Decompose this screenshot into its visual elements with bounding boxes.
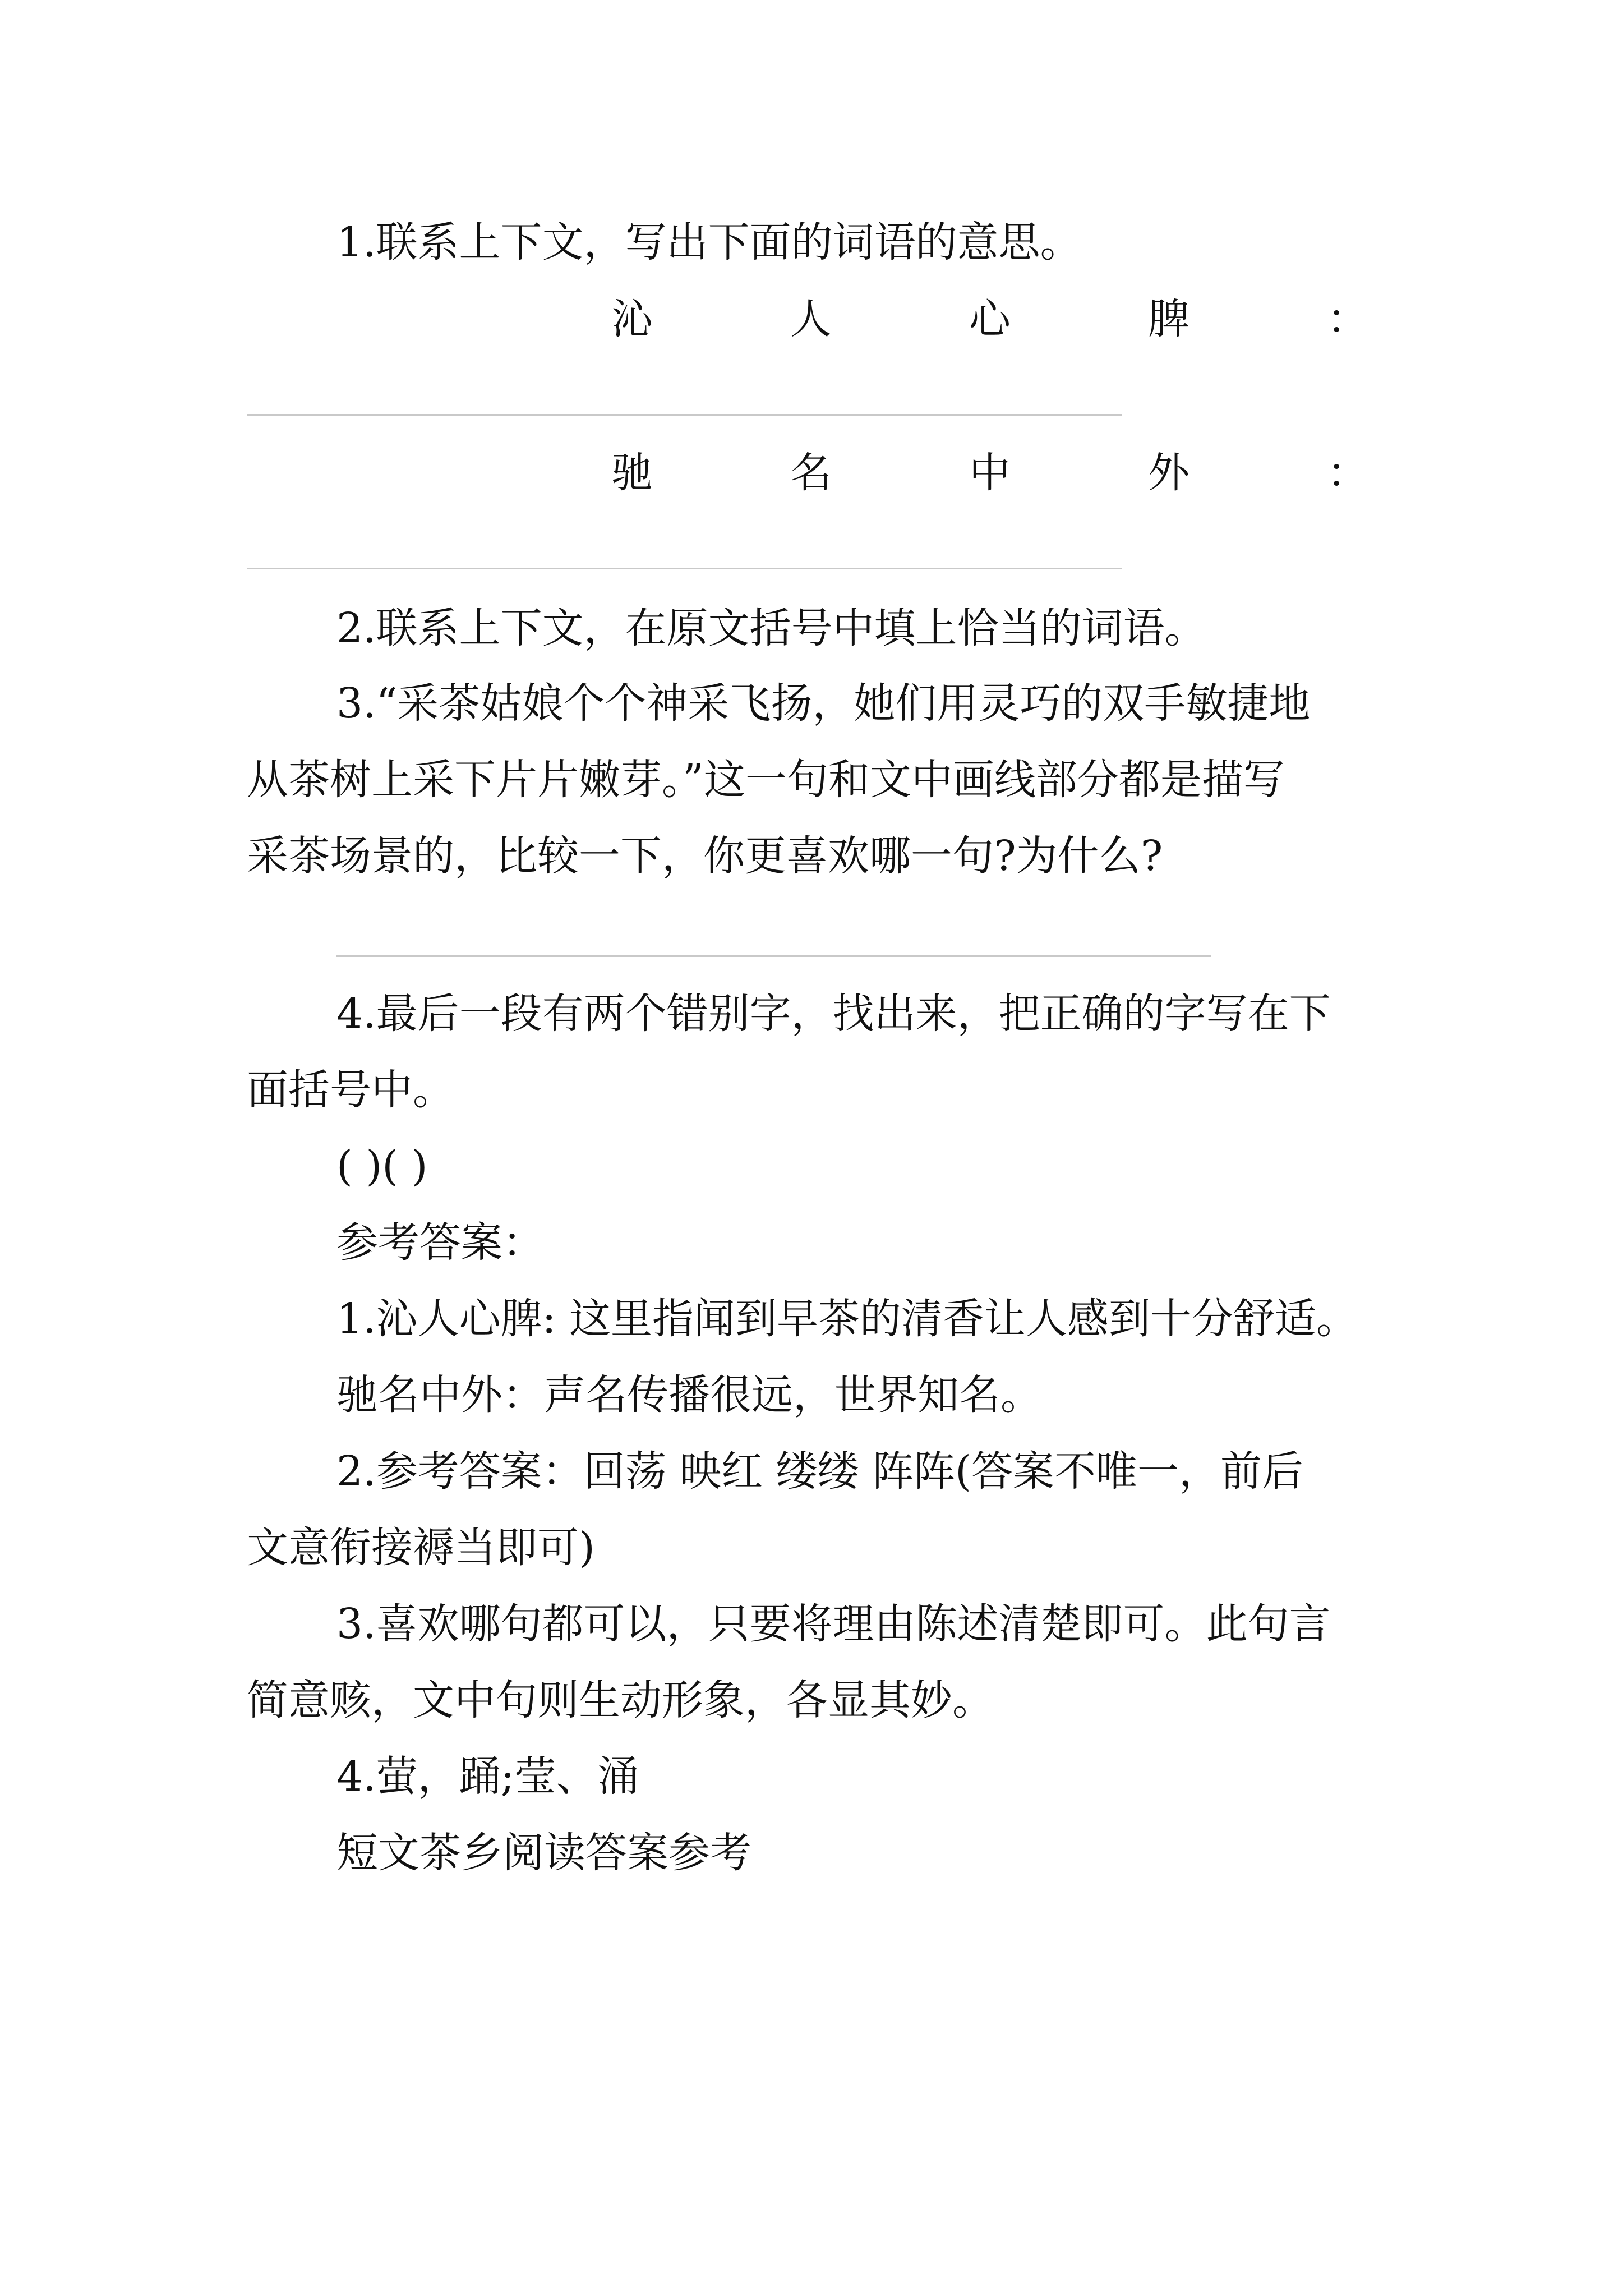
term-2-spaced: [611, 449, 1368, 497]
document-footer-title: 短文茶乡阅读答案参考: [336, 1829, 751, 1877]
term-1-char: 沁: [611, 295, 653, 343]
term-2-char: 名: [790, 449, 832, 497]
term-1-spaced: [611, 295, 1368, 343]
term-2-char: 外: [1148, 449, 1189, 497]
answer-1-line-2: 驰名中外：声名传播很远，世界知名。: [336, 1371, 1042, 1419]
term-1-char: 脾: [1148, 295, 1189, 343]
question-3-line-1: 3.“采茶姑娘个个神采飞扬，她们用灵巧的双手敏捷地: [336, 679, 1311, 728]
answer-4: 4.萤，踊;莹、涌: [336, 1752, 639, 1801]
answer-line-2[interactable]: [247, 568, 1122, 569]
term-2-char: 中: [969, 449, 1011, 497]
answer-line-3[interactable]: [336, 955, 1211, 957]
term-2-colon: ：: [1327, 449, 1368, 497]
question-3-line-2: 从茶树上采下片片嫩芽。”这一句和文中画线部分都是描写: [247, 756, 1285, 804]
answer-1-line-1: 1.沁人心脾: 这里指闻到早茶的清香让人感到十分舒适。: [336, 1295, 1358, 1343]
answer-3-line-2: 简意赅，文中句则生动形象，各显其妙。: [247, 1676, 994, 1724]
term-2-char: 驰: [611, 449, 653, 497]
answer-2-line-2: 文意衔接褥当即可): [247, 1524, 595, 1572]
answers-heading: 参考答案：: [336, 1218, 544, 1267]
question-4-blanks[interactable]: ( )( ): [336, 1142, 428, 1190]
question-4-line-1: 4.最后一段有两个错别字，找出来，把正确的字写在下: [336, 990, 1331, 1038]
answer-2-line-1: 2.参考答案：回荡 映红 缕缕 阵阵(答案不唯一，前后: [336, 1447, 1304, 1496]
answer-3-line-1: 3.喜欢哪句都可以，只要将理由陈述清楚即可。此句言: [336, 1600, 1331, 1648]
question-4-line-2: 面括号中。: [247, 1066, 454, 1114]
question-2-prompt: 2.联系上下文，在原文括号中填上恰当的词语。: [336, 604, 1206, 652]
question-3-line-3: 采茶场景的，比较一下，你更喜欢哪一句?为什么?: [247, 832, 1163, 880]
term-1-colon: ：: [1327, 295, 1368, 343]
answer-line-1[interactable]: [247, 414, 1122, 416]
question-1-prompt: 1.联系上下文，写出下面的词语的意思。: [336, 218, 1082, 266]
term-1-char: 心: [969, 295, 1011, 343]
term-1-char: 人: [790, 295, 832, 343]
